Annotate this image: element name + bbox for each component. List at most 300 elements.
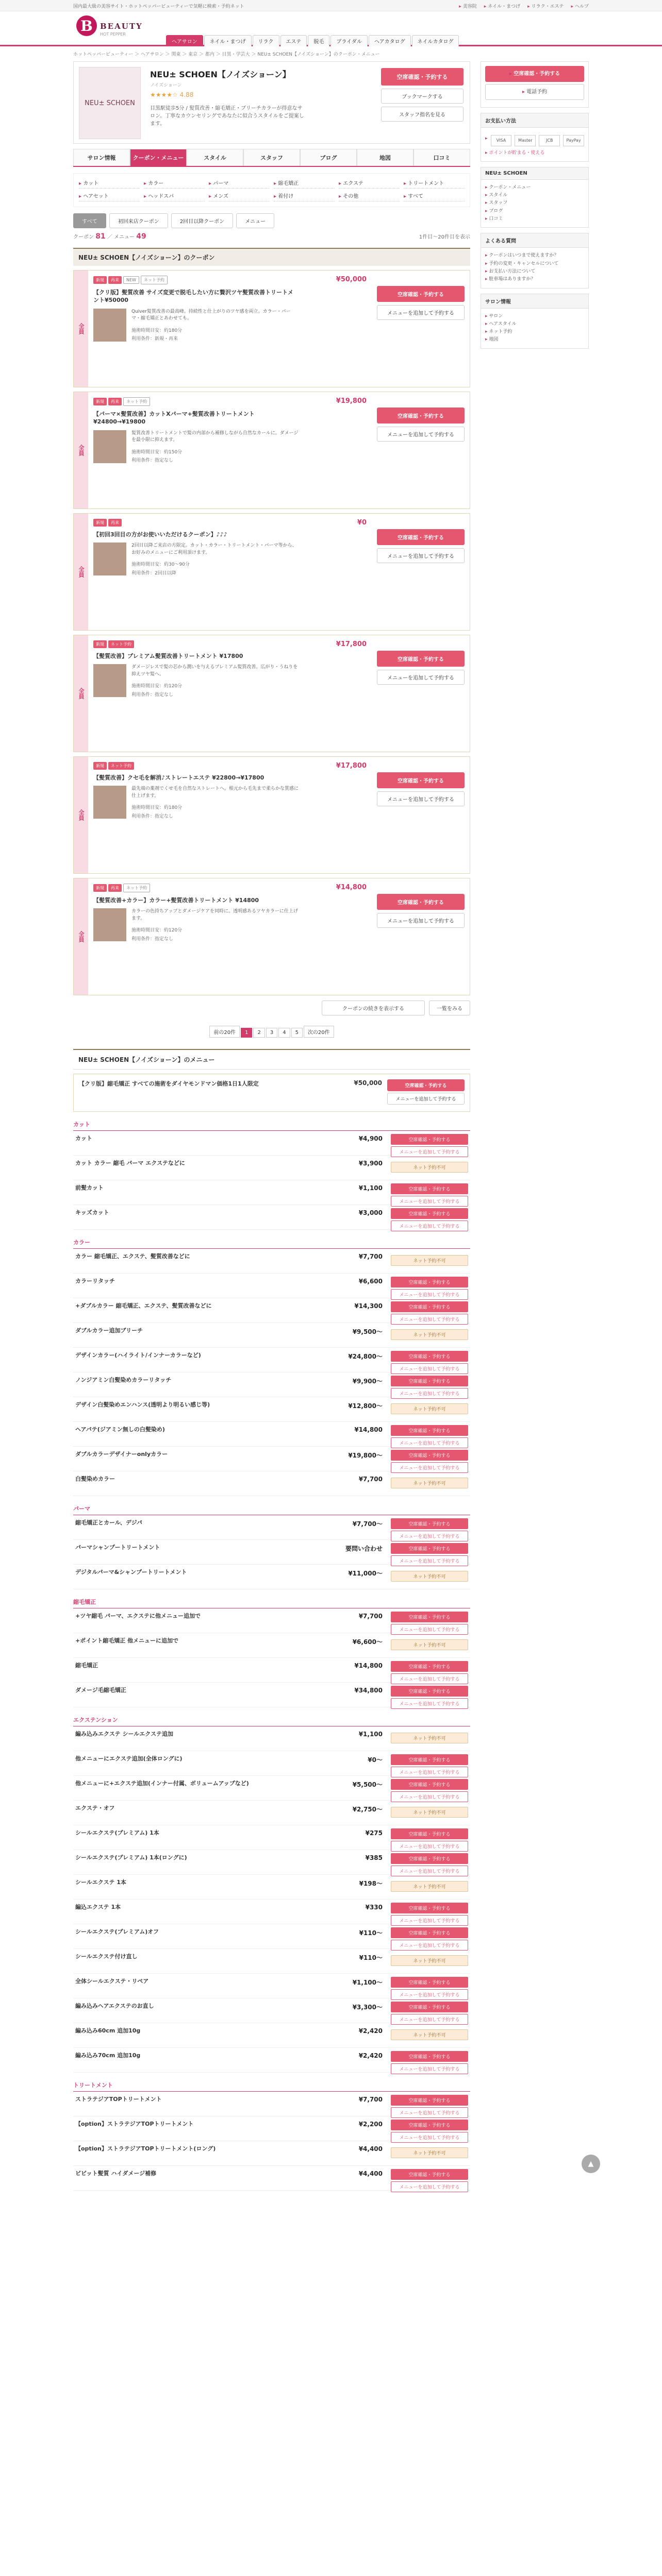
menu-reserve-button[interactable]: 空席確認・予約する bbox=[391, 1686, 468, 1697]
utility-links bbox=[459, 3, 589, 9]
coupon-tag: ネット予約 bbox=[108, 640, 134, 648]
menu-name: 全体シールエクステ・リペア bbox=[75, 1978, 149, 1985]
menu-unavailable: ネット予約不可 bbox=[391, 1571, 468, 1582]
menu-name: シールエクステ(プレミアム)オフ bbox=[75, 1928, 159, 1935]
pager-page[interactable]: 2 bbox=[253, 1028, 264, 1038]
menu-price: ¥5,500〜 bbox=[352, 1781, 383, 1788]
menu-featured-add[interactable]: メニューを追加して予約する bbox=[387, 1093, 465, 1105]
menu-reserve-button[interactable]: 空席確認・予約する bbox=[391, 1543, 468, 1554]
menu-row bbox=[73, 2166, 470, 2191]
category-link[interactable]: ▸ 着付け bbox=[274, 192, 335, 201]
coupon-time: 施術時間目安：約180分 bbox=[131, 328, 183, 333]
menu-actions bbox=[391, 1400, 468, 1414]
coupon-kind: 全員 bbox=[74, 270, 88, 387]
salon-tab[interactable]: 地図 bbox=[357, 149, 413, 166]
menu-row bbox=[73, 1565, 470, 1589]
menu-row bbox=[73, 1131, 470, 1156]
global-nav bbox=[166, 35, 459, 46]
menu-name: 編み込み60cm 追加10g bbox=[75, 2027, 141, 2034]
menu-row bbox=[73, 1825, 470, 1850]
coupon-actions bbox=[377, 894, 465, 931]
coupon-tag: ネット予約 bbox=[123, 884, 150, 892]
menu-row bbox=[73, 1608, 470, 1633]
menu-price: ¥12,800〜 bbox=[348, 1402, 383, 1410]
category-link[interactable]: ▸ パーマ bbox=[209, 179, 270, 189]
menu-add-button[interactable]: メニューを追加して予約する bbox=[391, 1624, 468, 1635]
other-link[interactable]: ▸ 地図 bbox=[485, 336, 584, 344]
pager-next[interactable]: 次の20件 bbox=[304, 1026, 334, 1038]
menu-row bbox=[73, 1372, 470, 1397]
salon-tab[interactable]: スタイル bbox=[187, 149, 243, 166]
other-link[interactable]: ▸ ネット予約 bbox=[485, 328, 584, 336]
global-nav-item[interactable]: ネイルカタログ bbox=[412, 35, 459, 46]
menu-add-button[interactable]: メニューを追加して予約する bbox=[391, 1388, 468, 1399]
coupon-reserve-button[interactable]: 空席確認・予約する bbox=[377, 529, 465, 545]
coupon-actions bbox=[377, 286, 465, 323]
menu-price: ¥2,420 bbox=[358, 2052, 383, 2059]
staff-button[interactable]: スタッフ指名を見る bbox=[381, 107, 464, 122]
utility-link[interactable]: ▸ ヘルプ bbox=[571, 3, 589, 9]
coupon-type-tab[interactable]: すべて bbox=[73, 213, 106, 228]
menu-count: 49 bbox=[136, 232, 146, 241]
pager-page[interactable]: 5 bbox=[291, 1028, 303, 1038]
point-note: ▸ ポイントが貯まる・使える bbox=[485, 149, 584, 157]
menu-unavailable: ネット予約不可 bbox=[391, 2147, 468, 2158]
menu-actions bbox=[391, 1754, 468, 1777]
menu-add-button[interactable]: メニューを追加して予約する bbox=[391, 2014, 468, 2025]
menu-reserve-button[interactable]: 空席確認・予約する bbox=[391, 1425, 468, 1436]
menu-actions bbox=[391, 1636, 468, 1650]
menu-name: 編み込みヘアエクステのお直し bbox=[75, 2003, 154, 2009]
menu-row bbox=[73, 1949, 470, 1974]
coupon-price: ¥0 bbox=[357, 519, 367, 527]
menu-actions bbox=[391, 1686, 468, 1709]
coupon-cond: 利用条件：指定なし bbox=[131, 457, 174, 463]
menu-row bbox=[73, 1540, 470, 1565]
menu-row bbox=[73, 1274, 470, 1298]
coupon-time: 施術時間目安：約150分 bbox=[131, 449, 183, 455]
coupon-reserve-button[interactable]: 空席確認・予約する bbox=[377, 286, 465, 302]
menu-row bbox=[73, 1397, 470, 1422]
coupon-tag: ネット予約 bbox=[141, 276, 168, 284]
menu-price: ¥14,800 bbox=[354, 1426, 383, 1433]
menu-reserve-button[interactable]: 空席確認・予約する bbox=[391, 1779, 468, 1790]
menu-reserve-button[interactable]: 空席確認・予約する bbox=[391, 2002, 468, 2012]
coupon-time: 施術時間目安：約180分 bbox=[131, 805, 183, 811]
menu-row bbox=[73, 2116, 470, 2141]
menu-name: 縮毛矯正 bbox=[75, 1662, 98, 1669]
menu-row bbox=[73, 1348, 470, 1372]
category-link[interactable]: ▸ トリートメント bbox=[404, 179, 465, 189]
salon-tab[interactable]: クーポン・メニュー bbox=[130, 149, 187, 166]
menu-add-button[interactable]: メニューを追加して予約する bbox=[391, 1146, 468, 1157]
faq-link[interactable]: ▸ 予約の変更・キャンセルについて bbox=[485, 260, 584, 268]
coupon-title[interactable]: 【パーマ×髪質改善】カットXパーマ+髪質改善トリートメント ¥24800→¥19800 bbox=[93, 411, 255, 426]
category-link[interactable]: ▸ ヘアセット bbox=[79, 192, 140, 201]
coupon-tag: ネット予約 bbox=[108, 762, 134, 770]
pager-prev[interactable]: 前の20件 bbox=[209, 1026, 240, 1038]
menu-row bbox=[73, 1515, 470, 1540]
menu-actions bbox=[391, 1183, 468, 1207]
coupon-tags bbox=[93, 884, 465, 892]
category-link[interactable]: ▸ カット bbox=[79, 179, 140, 189]
utility-link[interactable]: ▸ 美容院 bbox=[459, 3, 477, 9]
faq-link[interactable]: ▸ 駐車場はありますか？ bbox=[485, 276, 584, 283]
menu-reserve-button[interactable]: 空席確認・予約する bbox=[391, 1828, 468, 1839]
site-logo[interactable] bbox=[73, 14, 145, 43]
coupon-kind: 全員 bbox=[74, 392, 88, 509]
menu-reserve-button[interactable]: 空席確認・予約する bbox=[391, 1183, 468, 1194]
menu-add-button[interactable]: メニューを追加して予約する bbox=[391, 1791, 468, 1802]
menu-row bbox=[73, 1205, 470, 1230]
menu-row bbox=[73, 1776, 470, 1801]
faq-link[interactable]: ▸ お支払い方法について bbox=[485, 268, 584, 276]
coupon-tag: NEW bbox=[123, 276, 139, 284]
menu-price: ¥4,900 bbox=[358, 1135, 383, 1142]
menu-actions bbox=[391, 1977, 468, 2000]
utility-link[interactable]: ▸ ネイル・まつげ bbox=[484, 3, 520, 9]
coupon-add-button[interactable]: メニューを追加して予約する bbox=[377, 548, 465, 563]
menu-row bbox=[73, 1924, 470, 1949]
menu-reserve-button[interactable]: 空席確認・予約する bbox=[391, 1351, 468, 1362]
menu-price: ¥330 bbox=[365, 1904, 383, 1911]
coupon-actions bbox=[377, 772, 465, 809]
coupon-actions bbox=[377, 529, 465, 566]
menu-row bbox=[73, 1875, 470, 1900]
menu-actions bbox=[391, 1853, 468, 1876]
salon-tab[interactable]: サロン情報 bbox=[73, 149, 130, 166]
coupon-cond: 利用条件：指定なし bbox=[131, 692, 174, 698]
menu-category: カラー bbox=[73, 1238, 470, 1249]
menu-price: ¥7,700 bbox=[358, 2096, 383, 2103]
menu-actions bbox=[391, 1277, 468, 1300]
coupon-title[interactable]: 【髪質改善+カラー】カラー+髪質改善トリートメント ¥14800 bbox=[93, 897, 259, 904]
page-top-button[interactable]: ▲ bbox=[582, 2155, 600, 2173]
menu-unavailable: ネット予約不可 bbox=[391, 1807, 468, 1818]
side-reserve-button[interactable]: ▸ 空席確認・予約する bbox=[485, 66, 584, 82]
menu-actions bbox=[391, 1450, 468, 1473]
menu-actions bbox=[391, 2051, 468, 2074]
menu-category: エクステンション bbox=[73, 1716, 470, 1726]
menu-add-button[interactable]: メニューを追加して予約する bbox=[391, 1462, 468, 1473]
menu-reserve-button[interactable]: 空席確認・予約する bbox=[391, 1927, 468, 1938]
reserve-button[interactable]: 空席確認・予約する bbox=[381, 68, 464, 86]
menu-category: パーマ bbox=[73, 1504, 470, 1515]
menu-price: ¥110〜 bbox=[359, 1954, 383, 1961]
coupon-title[interactable]: 【髪質改善】クセ毛を解消♪ストレートエステ ¥22800→¥17800 bbox=[93, 774, 264, 781]
menu-row bbox=[73, 1658, 470, 1683]
coupon-desc: 最先端の薬剤でくせ毛を自然なストレートへ。根元から毛先まで柔らかな質感に仕上げます。 bbox=[131, 786, 299, 799]
menu-add-button[interactable]: メニューを追加して予約する bbox=[391, 1866, 468, 1876]
coupon-add-button[interactable]: メニューを追加して予約する bbox=[377, 427, 465, 442]
menu-add-button[interactable]: メニューを追加して予約する bbox=[391, 1531, 468, 1541]
menu-reserve-button[interactable]: 空席確認・予約する bbox=[391, 1208, 468, 1219]
menu-price: ¥6,600 bbox=[358, 1278, 383, 1285]
coupon-desc: 2回目以降ご来店の方限定。カット・カラー・トリートメント・パーマ等から、お好みのメニューにご利用頂けます。 bbox=[131, 543, 297, 555]
menu-price: ¥275 bbox=[365, 1829, 383, 1837]
menu-reserve-button[interactable]: 空席確認・予約する bbox=[391, 1661, 468, 1672]
category-link[interactable]: ▸ メンズ bbox=[209, 192, 270, 201]
global-nav-item[interactable]: ヘアカタログ bbox=[369, 35, 411, 46]
coupon-tag: 新規 bbox=[93, 762, 107, 770]
coupon-desc: ダメージレスで髪の芯から潤いを与えるプレミアム髪質改善。広がり・うねりを抑えツヤ髪へ。 bbox=[131, 665, 298, 677]
menu-add-button[interactable]: メニューを追加して予約する bbox=[391, 1555, 468, 1566]
global-nav-item[interactable]: エステ bbox=[280, 35, 307, 46]
menu-actions bbox=[391, 1326, 468, 1340]
more-coupons-button[interactable]: クーポンの続きを表示する bbox=[322, 1001, 425, 1015]
menu-name: 編み込み70cm 追加10g bbox=[75, 2052, 141, 2059]
coupon-price: ¥50,000 bbox=[336, 276, 367, 283]
menu-add-button[interactable]: メニューを追加して予約する bbox=[391, 1221, 468, 1231]
menu-name: シールエクステ(プレミアム) 1本 bbox=[75, 1829, 159, 1836]
menu-reserve-button[interactable]: 空席確認・予約する bbox=[391, 1518, 468, 1529]
coupon-price: ¥17,800 bbox=[336, 640, 367, 648]
coupon-title[interactable]: 【初回3回目の方がお使いいただけるクーポン】♪♪♪ bbox=[93, 531, 227, 538]
category-link[interactable]: ▸ ヘッドスパ bbox=[144, 192, 205, 201]
menu-name: キッズカット bbox=[75, 1209, 109, 1216]
global-nav-item[interactable]: リラク bbox=[253, 35, 279, 46]
coupon-price: ¥17,800 bbox=[336, 762, 367, 770]
menu-name: ストラテジアTOPトリートメント bbox=[75, 2096, 162, 2103]
menu-price: ¥3,000 bbox=[358, 1209, 383, 1216]
menu-reserve-button[interactable]: 空席確認・予約する bbox=[391, 1450, 468, 1461]
coupon-reserve-button[interactable]: 空席確認・予約する bbox=[377, 772, 465, 788]
menu-add-button[interactable]: メニューを追加して予約する bbox=[391, 1698, 468, 1709]
side-tel-button[interactable]: ▸ 電話予約 bbox=[485, 84, 584, 100]
menu-actions bbox=[391, 1518, 468, 1541]
payment-method: ▸ VISA bbox=[491, 135, 512, 146]
coupon-desc: 髪質改善トリートメントで髪の内部から補修しながら自然なカールに。ダメージを最小限に抑えます。 bbox=[131, 430, 299, 443]
coupon-meta bbox=[93, 327, 465, 343]
side-link[interactable]: ▸ スタイル bbox=[485, 192, 584, 199]
other-title: サロン情報 bbox=[481, 294, 588, 309]
menu-add-button[interactable]: メニューを追加して予約する bbox=[391, 1196, 468, 1207]
coupon-time: 施術時間目安：約30〜90分 bbox=[131, 562, 190, 568]
menu-name: 白髪染めカラー bbox=[75, 1476, 115, 1482]
coupon-type-tab[interactable]: 2回目以降クーポン bbox=[171, 213, 233, 228]
side-link[interactable]: ▸ スタッフ bbox=[485, 199, 584, 207]
menu-add-button[interactable]: メニューを追加して予約する bbox=[391, 1915, 468, 1926]
menu-price: ¥4,400 bbox=[358, 2145, 383, 2153]
coupon-count: 81 bbox=[95, 232, 106, 241]
all-coupons-button[interactable]: 一覧をみる bbox=[429, 1001, 470, 1015]
coupon-kind: 全員 bbox=[74, 757, 88, 873]
menu-name: 前髪カット bbox=[75, 1184, 104, 1191]
menu-price: ¥0〜 bbox=[368, 1756, 383, 1764]
menu-price: ¥11,000〜 bbox=[348, 1570, 383, 1577]
menu-add-button[interactable]: メニューを追加して予約する bbox=[391, 2132, 468, 2143]
side-link[interactable]: ▸ クーポン・メニュー bbox=[485, 184, 584, 192]
menu-add-button[interactable]: メニューを追加して予約する bbox=[391, 1841, 468, 1852]
menu-add-button[interactable]: メニューを追加して予約する bbox=[391, 2063, 468, 2074]
menu-actions bbox=[391, 1804, 468, 1818]
other-list bbox=[481, 309, 588, 348]
menu-price: ¥1,100 bbox=[358, 1731, 383, 1738]
menu-actions bbox=[391, 1159, 468, 1173]
menu-actions bbox=[391, 1878, 468, 1892]
pager-page[interactable]: 3 bbox=[266, 1028, 277, 1038]
menu-name: パーマシャンプートリートメント bbox=[75, 1544, 160, 1551]
menu-row bbox=[73, 1422, 470, 1447]
menu-reserve-button[interactable]: 空席確認・予約する bbox=[391, 1376, 468, 1386]
salon-tab[interactable]: 口コミ bbox=[413, 149, 470, 166]
global-nav-item[interactable]: ヘアサロン bbox=[166, 35, 203, 46]
coupon-card bbox=[73, 878, 470, 995]
coupon-reserve-button[interactable]: 空席確認・予約する bbox=[377, 408, 465, 423]
category-link[interactable]: ▸ すべて bbox=[404, 192, 465, 201]
menu-name: +ツヤ縮毛 パーマ、エクステに他メニュー追加で bbox=[75, 1613, 201, 1619]
menu-row bbox=[73, 1249, 470, 1274]
side-link[interactable]: ▸ ブログ bbox=[485, 208, 584, 215]
coupon-tag: 再来 bbox=[108, 884, 122, 892]
menu-reserve-button[interactable]: 空席確認・予約する bbox=[391, 1754, 468, 1765]
category-link[interactable]: ▸ カラー bbox=[144, 179, 205, 189]
menu-name: デジタルパーマ&シャンプートリートメント bbox=[75, 1569, 187, 1575]
menu-add-button[interactable]: メニューを追加して予約する bbox=[391, 1989, 468, 2000]
global-nav-item[interactable]: ブライダル bbox=[330, 35, 368, 46]
coupon-section-title: NEU± SCHOEN【ノイズショーン】のクーポン bbox=[73, 248, 470, 266]
menu-add-button[interactable]: メニューを追加して予約する bbox=[391, 2107, 468, 2118]
coupon-cond: 利用条件：2回目以降 bbox=[131, 570, 176, 576]
salon-header bbox=[73, 61, 470, 144]
menu-featured-price: ¥50,000 bbox=[354, 1079, 382, 1087]
coupon-tag: 新規 bbox=[93, 398, 107, 405]
coupon-price: ¥19,800 bbox=[336, 397, 367, 405]
menu-category: 縮毛矯正 bbox=[73, 1598, 470, 1608]
salon-tab[interactable]: スタッフ bbox=[243, 149, 300, 166]
coupon-title[interactable]: 【髪質改善】プレミアム髪質改善トリートメント ¥17800 bbox=[93, 653, 243, 659]
menu-unavailable: ネット予約不可 bbox=[391, 1955, 468, 1966]
menu-name: 縮毛矯正とカール、デジパ bbox=[75, 1519, 142, 1526]
coupon-reserve-button[interactable]: 空席確認・予約する bbox=[377, 651, 465, 667]
site-tagline: 国内最大級の美容サイト・ホットペッパービューティーで気軽に検索・予約ネット bbox=[73, 4, 244, 9]
menu-add-button[interactable]: メニューを追加して予約する bbox=[391, 1289, 468, 1300]
coupon-type-tab[interactable]: 初回来店クーポン bbox=[109, 213, 168, 228]
menu-actions bbox=[391, 1543, 468, 1566]
menu-price: ¥34,800 bbox=[354, 1687, 383, 1694]
menu-price: ¥7,700 bbox=[358, 1253, 383, 1260]
menu-unavailable: ネット予約不可 bbox=[391, 1881, 468, 1892]
menu-price: ¥2,200 bbox=[358, 2121, 383, 2128]
menu-price: ¥198〜 bbox=[359, 1880, 383, 1887]
coupon-add-button[interactable]: メニューを追加して予約する bbox=[377, 791, 465, 806]
coupon-cond: 利用条件：指定なし bbox=[131, 936, 174, 942]
menu-unavailable: ネット予約不可 bbox=[391, 2029, 468, 2040]
menu-price: ¥7,700 bbox=[358, 1613, 383, 1620]
bookmark-button[interactable]: ブックマークする bbox=[381, 89, 464, 104]
menu-name: カット カラー 縮毛 パーマ エクステなどに bbox=[75, 1160, 185, 1166]
salon-logo: NEU± SCHOEN bbox=[79, 67, 141, 139]
coupon-title[interactable]: 【クリ版】髪質改善 サイズ変更で脱毛したい方に贅沢ツヤ髪質改善トリートメント¥50000 bbox=[93, 289, 293, 304]
menu-add-button[interactable]: メニューを追加して予約する bbox=[391, 1363, 468, 1374]
menu-row bbox=[73, 2023, 470, 2048]
menu-add-button[interactable]: メニューを追加して予約する bbox=[391, 1940, 468, 1951]
menu-actions bbox=[391, 2002, 468, 2025]
salon-tab[interactable]: ブログ bbox=[300, 149, 357, 166]
menu-reserve-button[interactable]: 空席確認・予約する bbox=[391, 2051, 468, 2062]
category-link[interactable]: ▸ 縮毛矯正 bbox=[274, 179, 335, 189]
menu-name: シールエクステ(プレミアム) 1本(ロングに) bbox=[75, 1854, 187, 1861]
global-nav-item[interactable]: 脱毛 bbox=[308, 35, 329, 46]
menu-row bbox=[73, 1323, 470, 1348]
payment-list bbox=[485, 135, 584, 146]
other-link[interactable]: ▸ サロン bbox=[485, 313, 584, 320]
menu-row bbox=[73, 1683, 470, 1707]
coupon-add-button[interactable]: メニューを追加して予約する bbox=[377, 670, 465, 685]
menu-name: デザイン白髪染めエンハンス(透明より明るい感じ等) bbox=[75, 1401, 210, 1408]
menu-reserve-button[interactable]: 空席確認・予約する bbox=[391, 1977, 468, 1988]
menu-reserve-button[interactable]: 空席確認・予約する bbox=[391, 1612, 468, 1622]
coupon-reserve-button[interactable]: 空席確認・予約する bbox=[377, 894, 465, 910]
menu-name: カラーリタッチ bbox=[75, 1278, 115, 1284]
side-links-title: NEU± SCHOEN bbox=[481, 167, 588, 180]
pager-page[interactable]: 1 bbox=[241, 1028, 252, 1038]
salon-catch: 目黒駅徒歩5分 / 髪質改善・縮毛矯正・ブリーチカラーが得意なサロン。丁寧なカウンセリングであなたに似合うスタイルをご提案します。 bbox=[150, 106, 304, 127]
menu-actions bbox=[391, 1612, 468, 1635]
menu-price: ¥2,420 bbox=[358, 2027, 383, 2035]
menu-reserve-button[interactable]: 空席確認・予約する bbox=[391, 1301, 468, 1312]
menu-price: ¥3,300〜 bbox=[352, 2004, 383, 2011]
other-link[interactable]: ▸ ヘアスタイル bbox=[485, 320, 584, 328]
category-link[interactable]: ▸ エクステ bbox=[339, 179, 400, 189]
coupon-time: 施術時間目安：約120分 bbox=[131, 684, 183, 689]
coupon-add-button[interactable]: メニューを追加して予約する bbox=[377, 305, 465, 320]
menu-row bbox=[73, 1447, 470, 1471]
menu-reserve-button[interactable]: 空席確認・予約する bbox=[391, 2169, 468, 2180]
menu-add-button[interactable]: メニューを追加して予約する bbox=[391, 1314, 468, 1325]
menu-reserve-button[interactable]: 空席確認・予約する bbox=[391, 1903, 468, 1913]
utility-link[interactable]: ▸ リラク・エステ bbox=[527, 3, 564, 9]
menu-reserve-button[interactable]: 空席確認・予約する bbox=[391, 1853, 468, 1864]
side-link[interactable]: ▸ 口コミ bbox=[485, 215, 584, 223]
menu-add-button[interactable]: メニューを追加して予約する bbox=[391, 2181, 468, 2192]
pager-page[interactable]: 4 bbox=[278, 1028, 290, 1038]
menu-reserve-button[interactable]: 空席確認・予約する bbox=[391, 1277, 468, 1287]
menu-price: ¥19,800〜 bbox=[348, 1452, 383, 1459]
coupon-image bbox=[93, 664, 126, 697]
faq-link[interactable]: ▸ クーポンはいつまで使えますか？ bbox=[485, 252, 584, 260]
coupon-tags bbox=[93, 519, 465, 527]
menu-add-button[interactable]: メニューを追加して予約する bbox=[391, 1437, 468, 1448]
menu-add-button[interactable]: メニューを追加して予約する bbox=[391, 1673, 468, 1684]
global-nav-item[interactable]: ネイル・まつげ bbox=[204, 35, 252, 46]
coupon-add-button[interactable]: メニューを追加して予約する bbox=[377, 913, 465, 928]
menu-price: ¥1,100 bbox=[358, 1184, 383, 1192]
menu-name: エクステ・オフ bbox=[75, 1805, 115, 1811]
menu-row bbox=[73, 2048, 470, 2073]
menu-price: ¥9,500〜 bbox=[352, 1328, 383, 1335]
menu-reserve-button[interactable]: 空席確認・予約する bbox=[391, 1134, 468, 1145]
menu-name: 他メニューにエクステ追加(全体ロングに) bbox=[75, 1755, 183, 1762]
category-link[interactable]: ▸ その他 bbox=[339, 192, 400, 201]
logo-sub: HOT PEPPER bbox=[100, 32, 126, 37]
menu-row bbox=[73, 2141, 470, 2166]
menu-actions bbox=[391, 1376, 468, 1399]
side-links bbox=[481, 180, 588, 227]
menu-add-button[interactable]: メニューを追加して予約する bbox=[391, 1767, 468, 1777]
coupon-image bbox=[93, 543, 126, 575]
menu-row bbox=[73, 1156, 470, 1180]
menu-featured-reserve[interactable]: 空席確認・予約する bbox=[387, 1079, 465, 1091]
coupon-price: ¥14,800 bbox=[336, 884, 367, 891]
coupon-count-label: クーポン bbox=[73, 234, 94, 240]
coupon-type-tab[interactable]: メニュー bbox=[236, 213, 274, 228]
salon-tabs bbox=[73, 149, 470, 167]
menu-reserve-button[interactable]: 空席確認・予約する bbox=[391, 2120, 468, 2130]
logo-text: BEAUTY bbox=[100, 22, 143, 31]
menu-name: ダブルカラーデザイナーonlyカラー bbox=[75, 1451, 168, 1458]
menu-reserve-button[interactable]: 空席確認・予約する bbox=[391, 2095, 468, 2106]
